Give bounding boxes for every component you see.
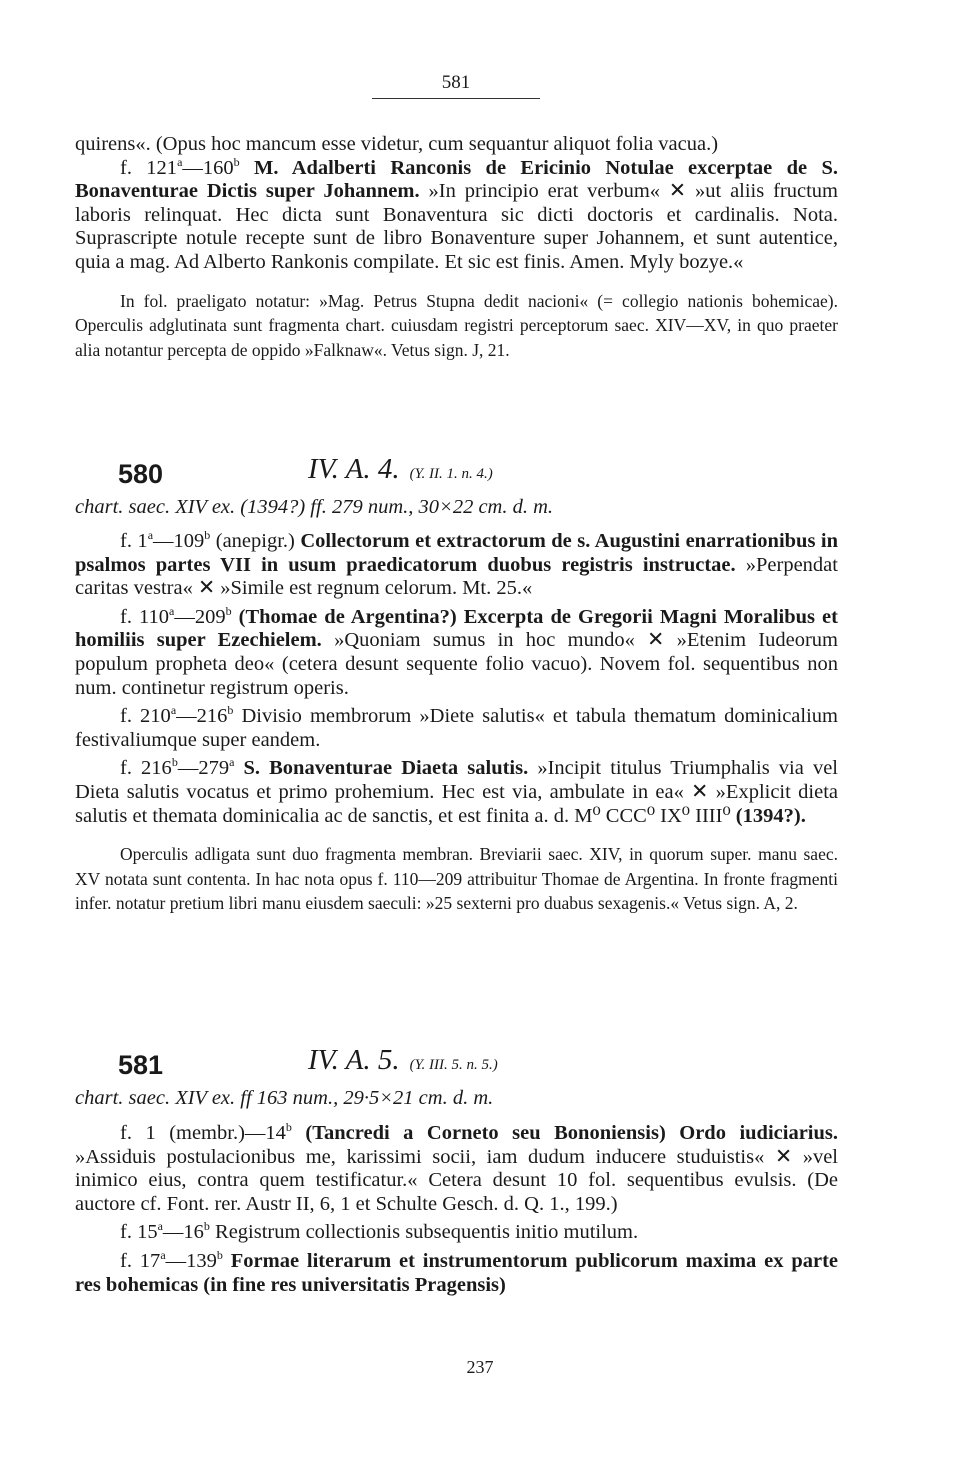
entry-580-item-4: [75, 757, 838, 828]
shelfmark: IV. A. 4. (Y. II. 1. n. 4.): [308, 453, 493, 485]
shelfmark: IV. A. 5. (Y. III. 5. n. 5.): [308, 1044, 498, 1076]
item-body: »Perpendat caritas vestra« ✕ »Simile est regnum celorum. Mt. 25.«: [75, 553, 838, 600]
item-body: Divisio membrorum »Diete salutis« et tabula thematum dominicalium festivaliumque super eandem.: [75, 705, 838, 751]
item-body: »In principio erat verbum« ✕ »ut aliis fructum laboris relinquat. Hec dicta sunt Bonaventura sic dicti doctoris et cardinalis. Nota. Suprascripte notule recepte sunt de libro Bonaventure super Johannem, et sunt autentice, quia a mag. Ad Alberto Rankonis compilate. Et sic est finis. Amen. Myly bozye.«: [75, 180, 839, 273]
entry-580-item-3: [75, 705, 838, 752]
entry-581-description: chart. saec. XIV ex. ff 163 num., 29·5×21 cm. d. m.: [75, 1087, 494, 1109]
entry-580-body: [75, 530, 838, 916]
previous-entry-continuation: [75, 133, 838, 362]
folio-range: f. 210$^a$—216$^b$: [120, 703, 234, 728]
item-title: (Tancredi a Corneto seu Bononiensis) Ordo iudiciarius.: [291, 1122, 838, 1144]
item-body: Registrum collectionis subsequentis initio mutilum.: [209, 1221, 639, 1244]
bibliographic-note: In fol. praeligato notatur: »Mag. Petrus Stupna dedit nacioni« (= collegio nationis bohemicae). Operculis adglutinata sunt fragmenta chart. cuiusdam registri perceptorum saec. XIV—XV, in quo praeter alia notantur percepta de oppido »Falknaw«. Vetus sign. J, 21.: [75, 290, 838, 360]
entry-581-item-2: [75, 1221, 838, 1245]
page-footer-number: 237: [466, 1357, 494, 1377]
old-shelfmark: (Y. II. 1. n. 4.): [409, 466, 493, 482]
entry-580-item-2: [75, 603, 838, 700]
item-title: Collectorum et extractorum de s. Augustini enarrationibus in psalmos partes VII in usum praedicatorum duobus registris instructae.: [75, 530, 839, 576]
entry-581-item-3: [75, 1250, 838, 1297]
entry-581-body: [75, 1122, 838, 1297]
item-title: S. Bonaventurae Diaeta salutis.: [234, 757, 529, 780]
entry-581-item-1: [75, 1122, 838, 1216]
folio-range: f. 1 (membr.)—14$^b$: [120, 1120, 292, 1144]
item-title: M. Adalberti Ranconis de Ericinio Notulae excerptae de S. Bonaventurae Dictis super Johannem.: [75, 156, 838, 203]
entry-580-note: Operculis adligata sunt duo fragmenta membran. Breviarii saec. XIV, in quorum super. manu saec. XV notata sunt contenta. In hac nota opus f. 110—209 attribuitur Thomae de Argentina. In fronte fragmenti infer. notatur pretium libri manu eiusdem saeculi: »25 sexterni pro duabus sexagenis.« Vetus sign. A, 2.: [75, 844, 838, 914]
folio-range: f. 15$^a$—16$^b$: [120, 1219, 210, 1244]
folio-range: f. 110$^a$—209$^b$: [120, 603, 232, 628]
entry-580-item-1: f. 1$^a$—109$^b$ (anepigr.) Collectorum et extractorum de s. Augustini enarrationibus in psalmos partes VII in usum praedicatorum duobus registris instructae. »Perpendat caritas vestra« ✕ »Simile est regnum celorum. Mt. 25.«: [75, 528, 839, 600]
item-title: (Thomae de Argentina?) Excerpta de Gregorii Magni Moralibus et homiliis super Ezechielem.: [75, 605, 838, 652]
continuation-text: quirens«. (Opus hoc mancum esse videtur, cum sequantur aliquot folia vacua.): [75, 133, 719, 155]
folio-range: f. 17$^a$—139$^b$: [120, 1248, 223, 1272]
folio-range: f. 216$^b$—279$^a$: [120, 755, 235, 780]
old-shelfmark: (Y. III. 5. n. 5.): [409, 1057, 498, 1073]
item-body: »Quoniam sumus in hoc mundo« ✕ »Etenim Iudeorum populum propheta deo« (cetera desunt sequente folio vacuo). Novem fol. sequentibus non num. continetur registrum operis.: [75, 629, 838, 699]
entry-number: 581: [118, 1050, 164, 1080]
page-header-number: 581: [372, 72, 540, 99]
item-year: (1394?).: [730, 804, 806, 827]
folio-range: f. 121$^a$—160$^b$: [120, 154, 240, 179]
item-title: Formae literarum et instrumentorum publicorum maxima ex parte res bohemicas (in fine res universitatis Pragensis): [75, 1249, 838, 1296]
folio-item-ranconis: [75, 154, 839, 275]
item-body: »Incipit titulus Triumphalis via vel Dieta salutis vocatus et primo prohemium. Hec est via, ambulate in ea« ✕ »Explicit dieta salutis et themata dominicalia ac de sanctis, et est finita a. d. M⁰ CCC⁰ IX⁰ IIII⁰: [75, 757, 839, 827]
entry-number: 580: [118, 459, 164, 489]
folio-range: f. 1$^a$—109$^b$: [120, 528, 211, 552]
entry-580-description: chart. saec. XIV ex. (1394?) ff. 279 num., 30×22 cm. d. m.: [75, 496, 554, 518]
item-body: »Assiduis postulacionibus me, karissimi socii, iam dudum inducere studuistis« ✕ »vel inimico eius, contra quem testificatur.« Cetera desunt 10 fol. sequentibus evulsis. (De auctore cf. Font. rer. Austr II, 6, 1 et Schulte Gesch. d. Q. 1., 199.): [75, 1145, 838, 1215]
